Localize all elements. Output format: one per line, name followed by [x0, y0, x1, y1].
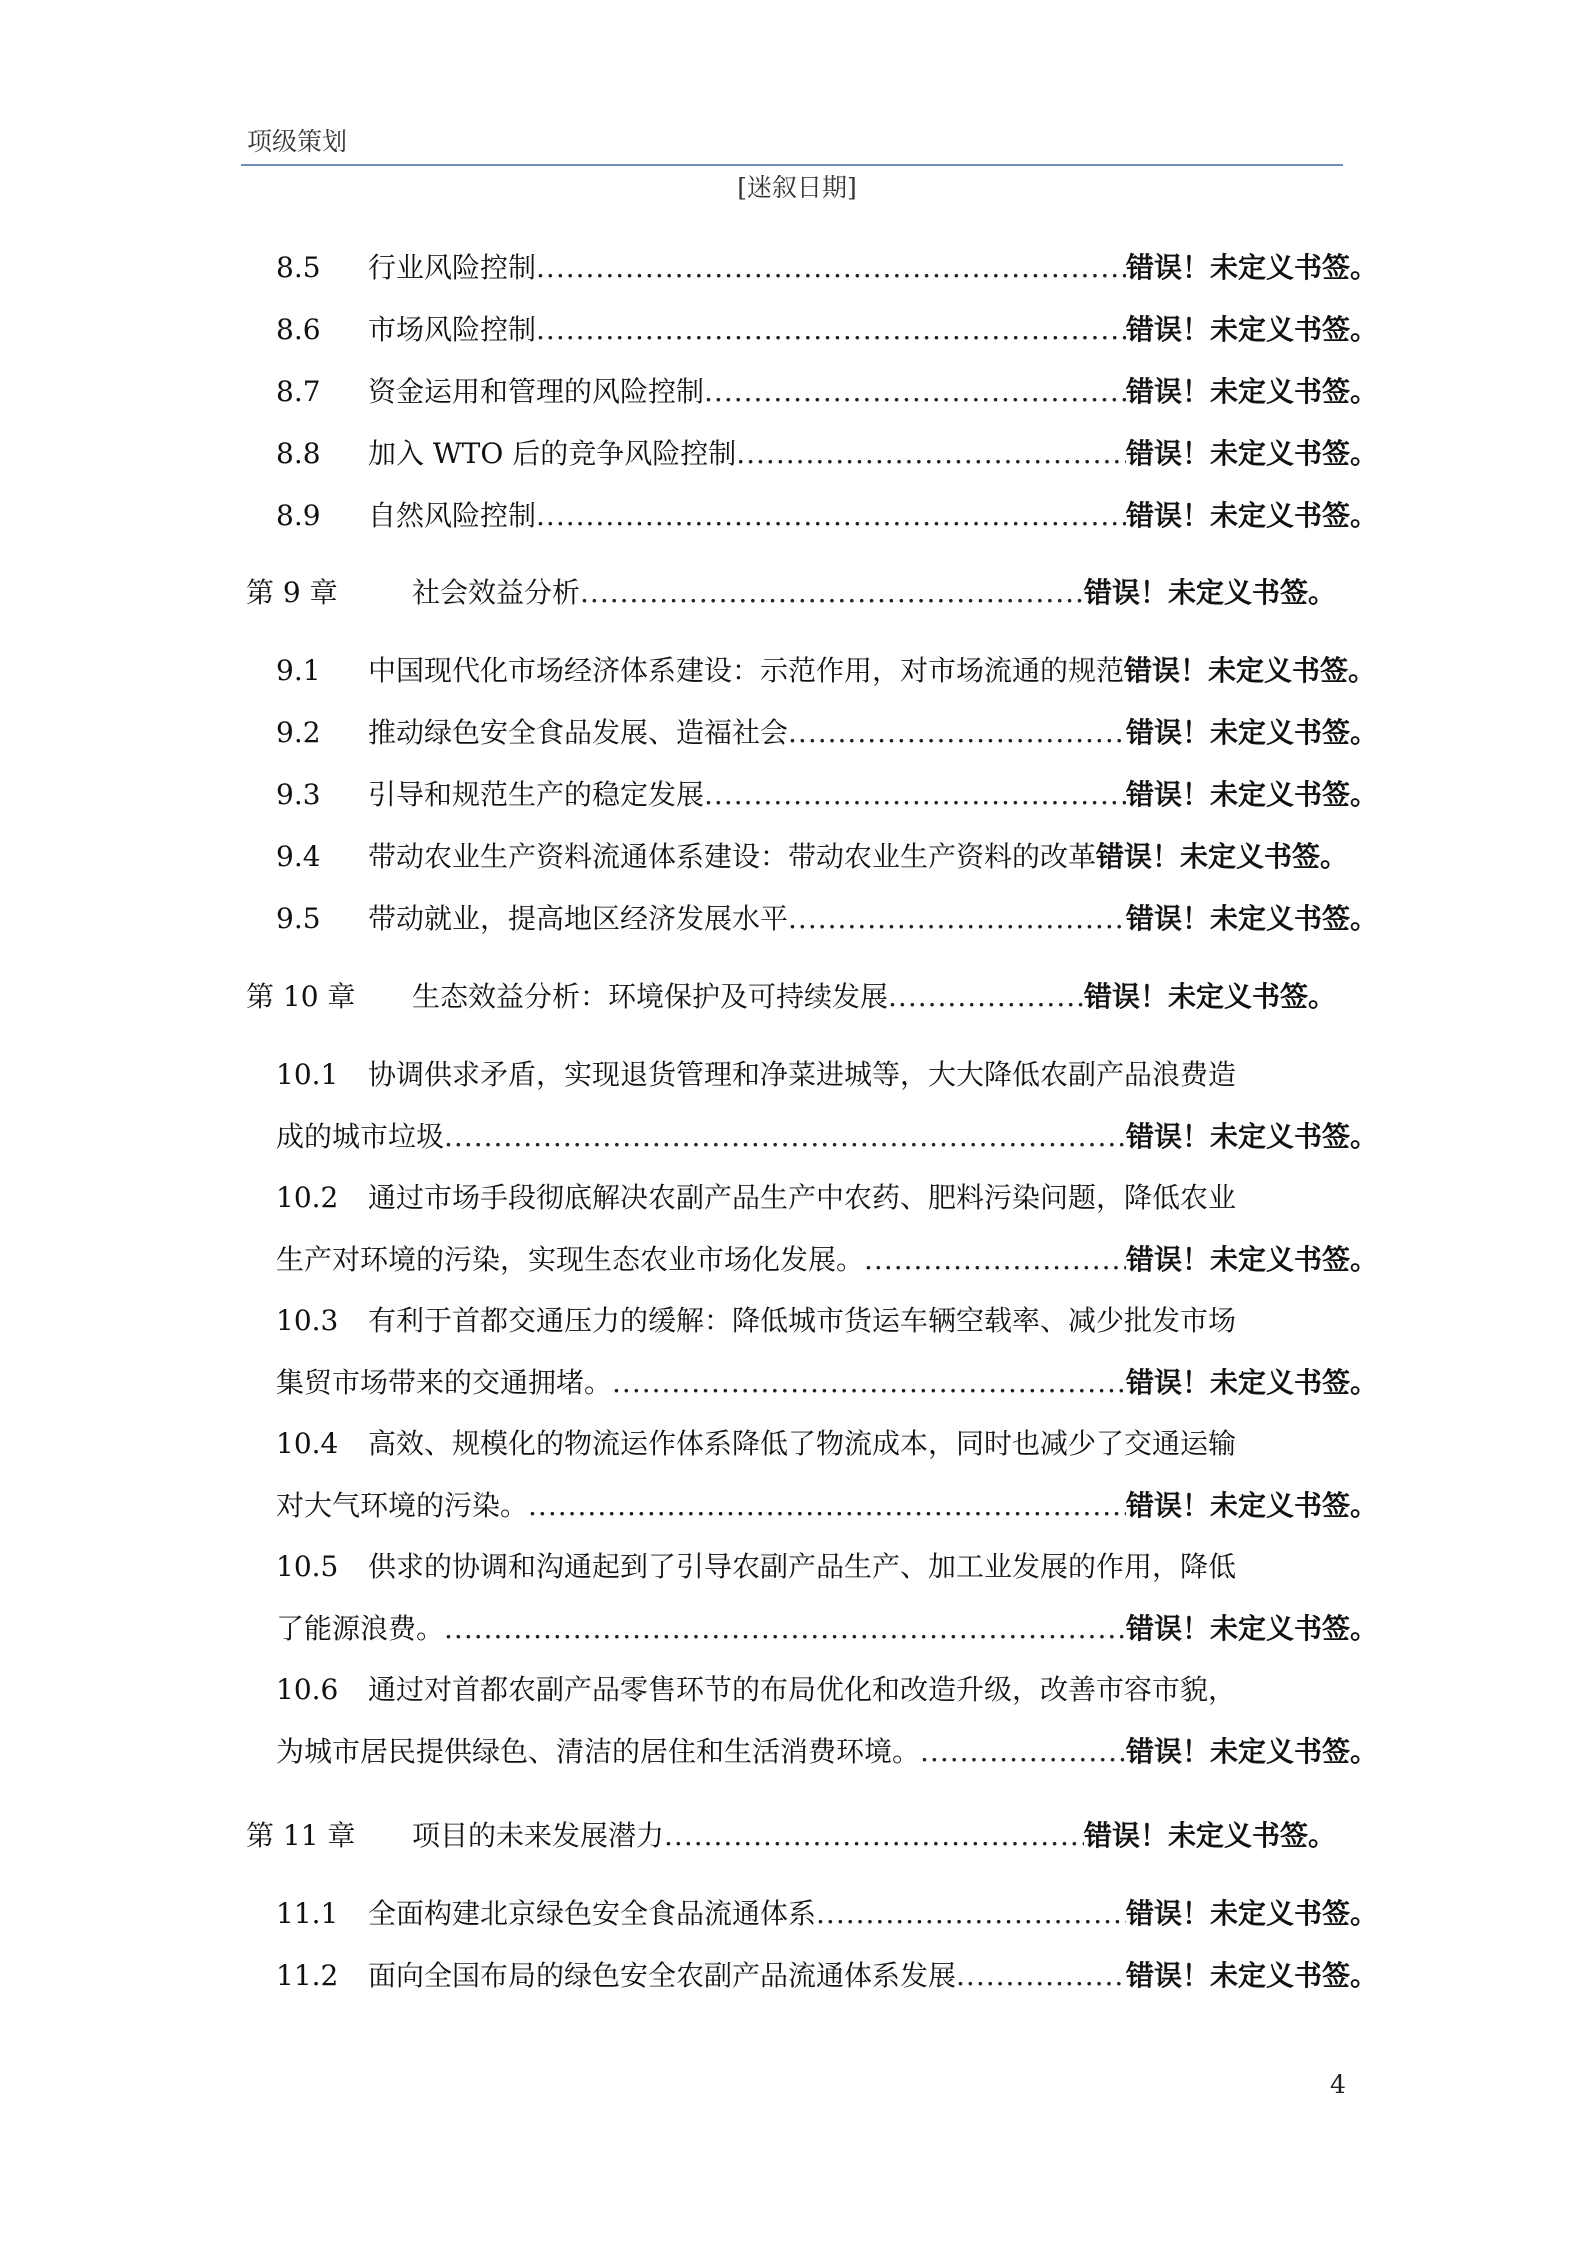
toc-page-ref-error: 错误！未定义书签。 — [1125, 1612, 1378, 1645]
toc-page-ref-error: 错误！未定义书签。 — [1125, 1366, 1378, 1399]
toc-page-ref-error: 错误！未定义书签。 — [1125, 251, 1378, 284]
toc-page-ref-error: 错误！未定义书签。 — [1125, 437, 1378, 470]
toc-entry-number: 9.3 — [276, 778, 321, 811]
toc-leader-dots — [788, 713, 1126, 753]
toc-leader-dots — [920, 1732, 1126, 1772]
toc-page-ref-error: 错误！未定义书签。 — [1125, 1243, 1378, 1276]
toc-entry-continuation[interactable] — [276, 1363, 1378, 1403]
toc-page-ref-error: 错误！未定义书签。 — [1125, 902, 1378, 935]
toc-entry-continuation[interactable] — [276, 1117, 1378, 1157]
toc-entry-title: 行业风险控制 — [368, 251, 537, 284]
toc-entry-title: 高效、规模化的物流运作体系降低了物流成本，同时也减少了交通运输 — [368, 1427, 1237, 1460]
toc-page-ref-error: 错误！未定义书签。 — [1125, 1735, 1378, 1768]
header-date-stamp: [迷叙日期] — [737, 173, 857, 202]
toc-leader-dots — [704, 372, 1126, 412]
toc-page-ref-error: 错误！未定义书签。 — [1083, 1819, 1336, 1852]
toc-leader-dots — [736, 434, 1126, 474]
toc-entry-number: 10.5 — [276, 1550, 339, 1583]
toc-entry-number: 10.1 — [276, 1058, 339, 1091]
toc-leader-dots — [444, 1117, 1126, 1157]
toc-section-entry[interactable] — [276, 775, 1378, 815]
toc-page-ref-error: 错误！未定义书签。 — [1125, 499, 1378, 532]
toc-entry-title-continued: 集贸市场带来的交通拥堵。 — [276, 1366, 613, 1399]
toc-entry-title-continued: 了能源浪费。 — [276, 1612, 445, 1645]
toc-leader-dots — [536, 310, 1126, 350]
toc-leader-dots — [612, 1363, 1126, 1403]
toc-page-ref-error: 错误！未定义书签。 — [1125, 1897, 1378, 1930]
toc-entry-number: 8.6 — [276, 313, 321, 346]
toc-section-entry[interactable] — [276, 837, 1348, 877]
toc-entry-title: 通过对首都农副产品零售环节的布局优化和改造升级，改善市容市貌， — [368, 1673, 1237, 1706]
toc-entry-title: 推动绿色安全食品发展、造福社会 — [368, 716, 789, 749]
toc-page-ref-error: 错误！未定义书签。 — [1125, 716, 1378, 749]
toc-entry-title-continued: 生产对环境的污染，实现生态农业市场化发展。 — [276, 1243, 865, 1276]
toc-entry-number: 10.4 — [276, 1427, 339, 1460]
toc-entry-number: 10.2 — [276, 1181, 339, 1214]
toc-leader-dots — [536, 496, 1126, 536]
toc-entry-number: 第 9 章 — [246, 576, 338, 609]
toc-section-entry[interactable] — [276, 899, 1378, 939]
toc-entry-title: 自然风险控制 — [368, 499, 537, 532]
toc-leader-dots — [528, 1486, 1126, 1526]
toc-entry-title: 引导和规范生产的稳定发展 — [368, 778, 705, 811]
toc-section-entry[interactable] — [276, 248, 1378, 288]
toc-section-entry[interactable] — [276, 1178, 1378, 1218]
toc-section-entry[interactable] — [276, 713, 1378, 753]
toc-section-entry[interactable] — [276, 310, 1378, 350]
toc-leader-dots — [816, 1894, 1126, 1934]
toc-leader-dots — [536, 248, 1126, 288]
toc-page-ref-error: 错误！未定义书签。 — [1083, 980, 1336, 1013]
toc-entry-continuation[interactable] — [276, 1732, 1378, 1772]
toc-leader-dots — [580, 573, 1084, 613]
toc-entry-title: 带动就业，提高地区经济发展水平 — [368, 902, 789, 935]
toc-entry-number: 8.9 — [276, 499, 321, 532]
toc-entry-continuation[interactable] — [276, 1609, 1378, 1649]
toc-section-entry[interactable] — [276, 1424, 1378, 1464]
toc-chapter-entry[interactable] — [246, 1816, 1336, 1856]
toc-page-ref-error: 错误！未定义书签。 — [1125, 1959, 1378, 1992]
toc-entry-continuation[interactable] — [276, 1240, 1378, 1280]
toc-leader-dots — [664, 1816, 1084, 1856]
toc-entry-number: 9.2 — [276, 716, 321, 749]
toc-entry-title: 生态效益分析：环境保护及可持续发展 — [412, 980, 889, 1013]
header-title: 项级策划 — [247, 127, 348, 156]
toc-page-ref-error: 错误！未定义书签。 — [1125, 375, 1378, 408]
toc-entry-number: 8.8 — [276, 437, 321, 470]
toc-section-entry[interactable] — [276, 1547, 1378, 1587]
toc-entry-title: 全面构建北京绿色安全食品流通体系 — [368, 1897, 817, 1930]
toc-entry-title: 带动农业生产资料流通体系建设：带动农业生产资料的改革 — [368, 840, 1097, 873]
toc-section-entry[interactable] — [276, 1894, 1378, 1934]
page-number: 4 — [1330, 2070, 1346, 2099]
toc-leader-dots — [444, 1609, 1126, 1649]
toc-leader-dots — [888, 977, 1084, 1017]
toc-entry-number: 9.4 — [276, 840, 321, 873]
page-header — [241, 118, 1343, 166]
toc-entry-number: 10.6 — [276, 1673, 339, 1706]
toc-entry-number: 11.1 — [276, 1897, 339, 1930]
toc-section-entry[interactable] — [276, 1301, 1378, 1341]
toc-leader-dots — [864, 1240, 1126, 1280]
toc-chapter-entry[interactable] — [246, 977, 1336, 1017]
toc-entry-number: 9.1 — [276, 654, 321, 687]
toc-entry-number: 8.5 — [276, 251, 321, 284]
toc-entry-title: 通过市场手段彻底解决农副产品生产中农药、肥料污染问题，降低农业 — [368, 1181, 1237, 1214]
toc-page-ref-error: 错误！未定义书签。 — [1125, 313, 1378, 346]
toc-entry-title: 供求的协调和沟通起到了引导农副产品生产、加工业发展的作用，降低 — [368, 1550, 1237, 1583]
toc-section-entry[interactable] — [276, 651, 1376, 691]
toc-entry-title: 面向全国布局的绿色安全农副产品流通体系发展 — [368, 1959, 957, 1992]
toc-entry-title: 市场风险控制 — [368, 313, 537, 346]
toc-entry-title: 有利于首都交通压力的缓解：降低城市货运车辆空载率、减少批发市场 — [368, 1304, 1237, 1337]
toc-page-ref-error: 错误！未定义书签。 — [1124, 654, 1377, 687]
toc-page-ref-error: 错误！未定义书签。 — [1125, 1489, 1378, 1522]
toc-section-entry[interactable] — [276, 1956, 1378, 1996]
toc-entry-number: 11.2 — [276, 1959, 339, 1992]
toc-section-entry[interactable] — [276, 372, 1378, 412]
toc-entry-title-continued: 成的城市垃圾 — [276, 1120, 445, 1153]
toc-entry-number: 10.3 — [276, 1304, 339, 1337]
toc-leader-dots — [704, 775, 1126, 815]
toc-chapter-entry[interactable] — [246, 573, 1336, 613]
toc-entry-number: 第 10 章 — [246, 980, 356, 1013]
toc-section-entry[interactable] — [276, 1670, 1378, 1710]
toc-entry-title: 资金运用和管理的风险控制 — [368, 375, 705, 408]
toc-page-ref-error: 错误！未定义书签。 — [1096, 840, 1349, 873]
toc-entry-title-continued: 对大气环境的污染。 — [276, 1489, 529, 1522]
toc-page-ref-error: 错误！未定义书签。 — [1125, 778, 1378, 811]
toc-page-ref-error: 错误！未定义书签。 — [1125, 1120, 1378, 1153]
toc-section-entry[interactable] — [276, 1055, 1378, 1095]
toc-entry-title: 项目的未来发展潜力 — [412, 1819, 665, 1852]
toc-entry-number: 8.7 — [276, 375, 321, 408]
toc-section-entry[interactable] — [276, 496, 1378, 536]
toc-entry-title: 加入 WTO 后的竞争风险控制 — [368, 437, 737, 470]
toc-entry-title: 社会效益分析 — [412, 576, 581, 609]
toc-entry-continuation[interactable] — [276, 1486, 1378, 1526]
toc-entry-number: 第 11 章 — [246, 1819, 356, 1852]
toc-leader-dots — [788, 899, 1126, 939]
toc-page-ref-error: 错误！未定义书签。 — [1083, 576, 1336, 609]
toc-leader-dots — [956, 1956, 1126, 1996]
toc-entry-title: 协调供求矛盾，实现退货管理和净菜进城等，大大降低农副产品浪费造 — [368, 1058, 1237, 1091]
toc-entry-title: 中国现代化市场经济体系建设：示范作用，对市场流通的规范 — [368, 654, 1125, 687]
toc-entry-number: 9.5 — [276, 902, 321, 935]
toc-entry-title-continued: 为城市居民提供绿色、清洁的居住和生活消费环境。 — [276, 1735, 921, 1768]
toc-section-entry[interactable] — [276, 434, 1378, 474]
